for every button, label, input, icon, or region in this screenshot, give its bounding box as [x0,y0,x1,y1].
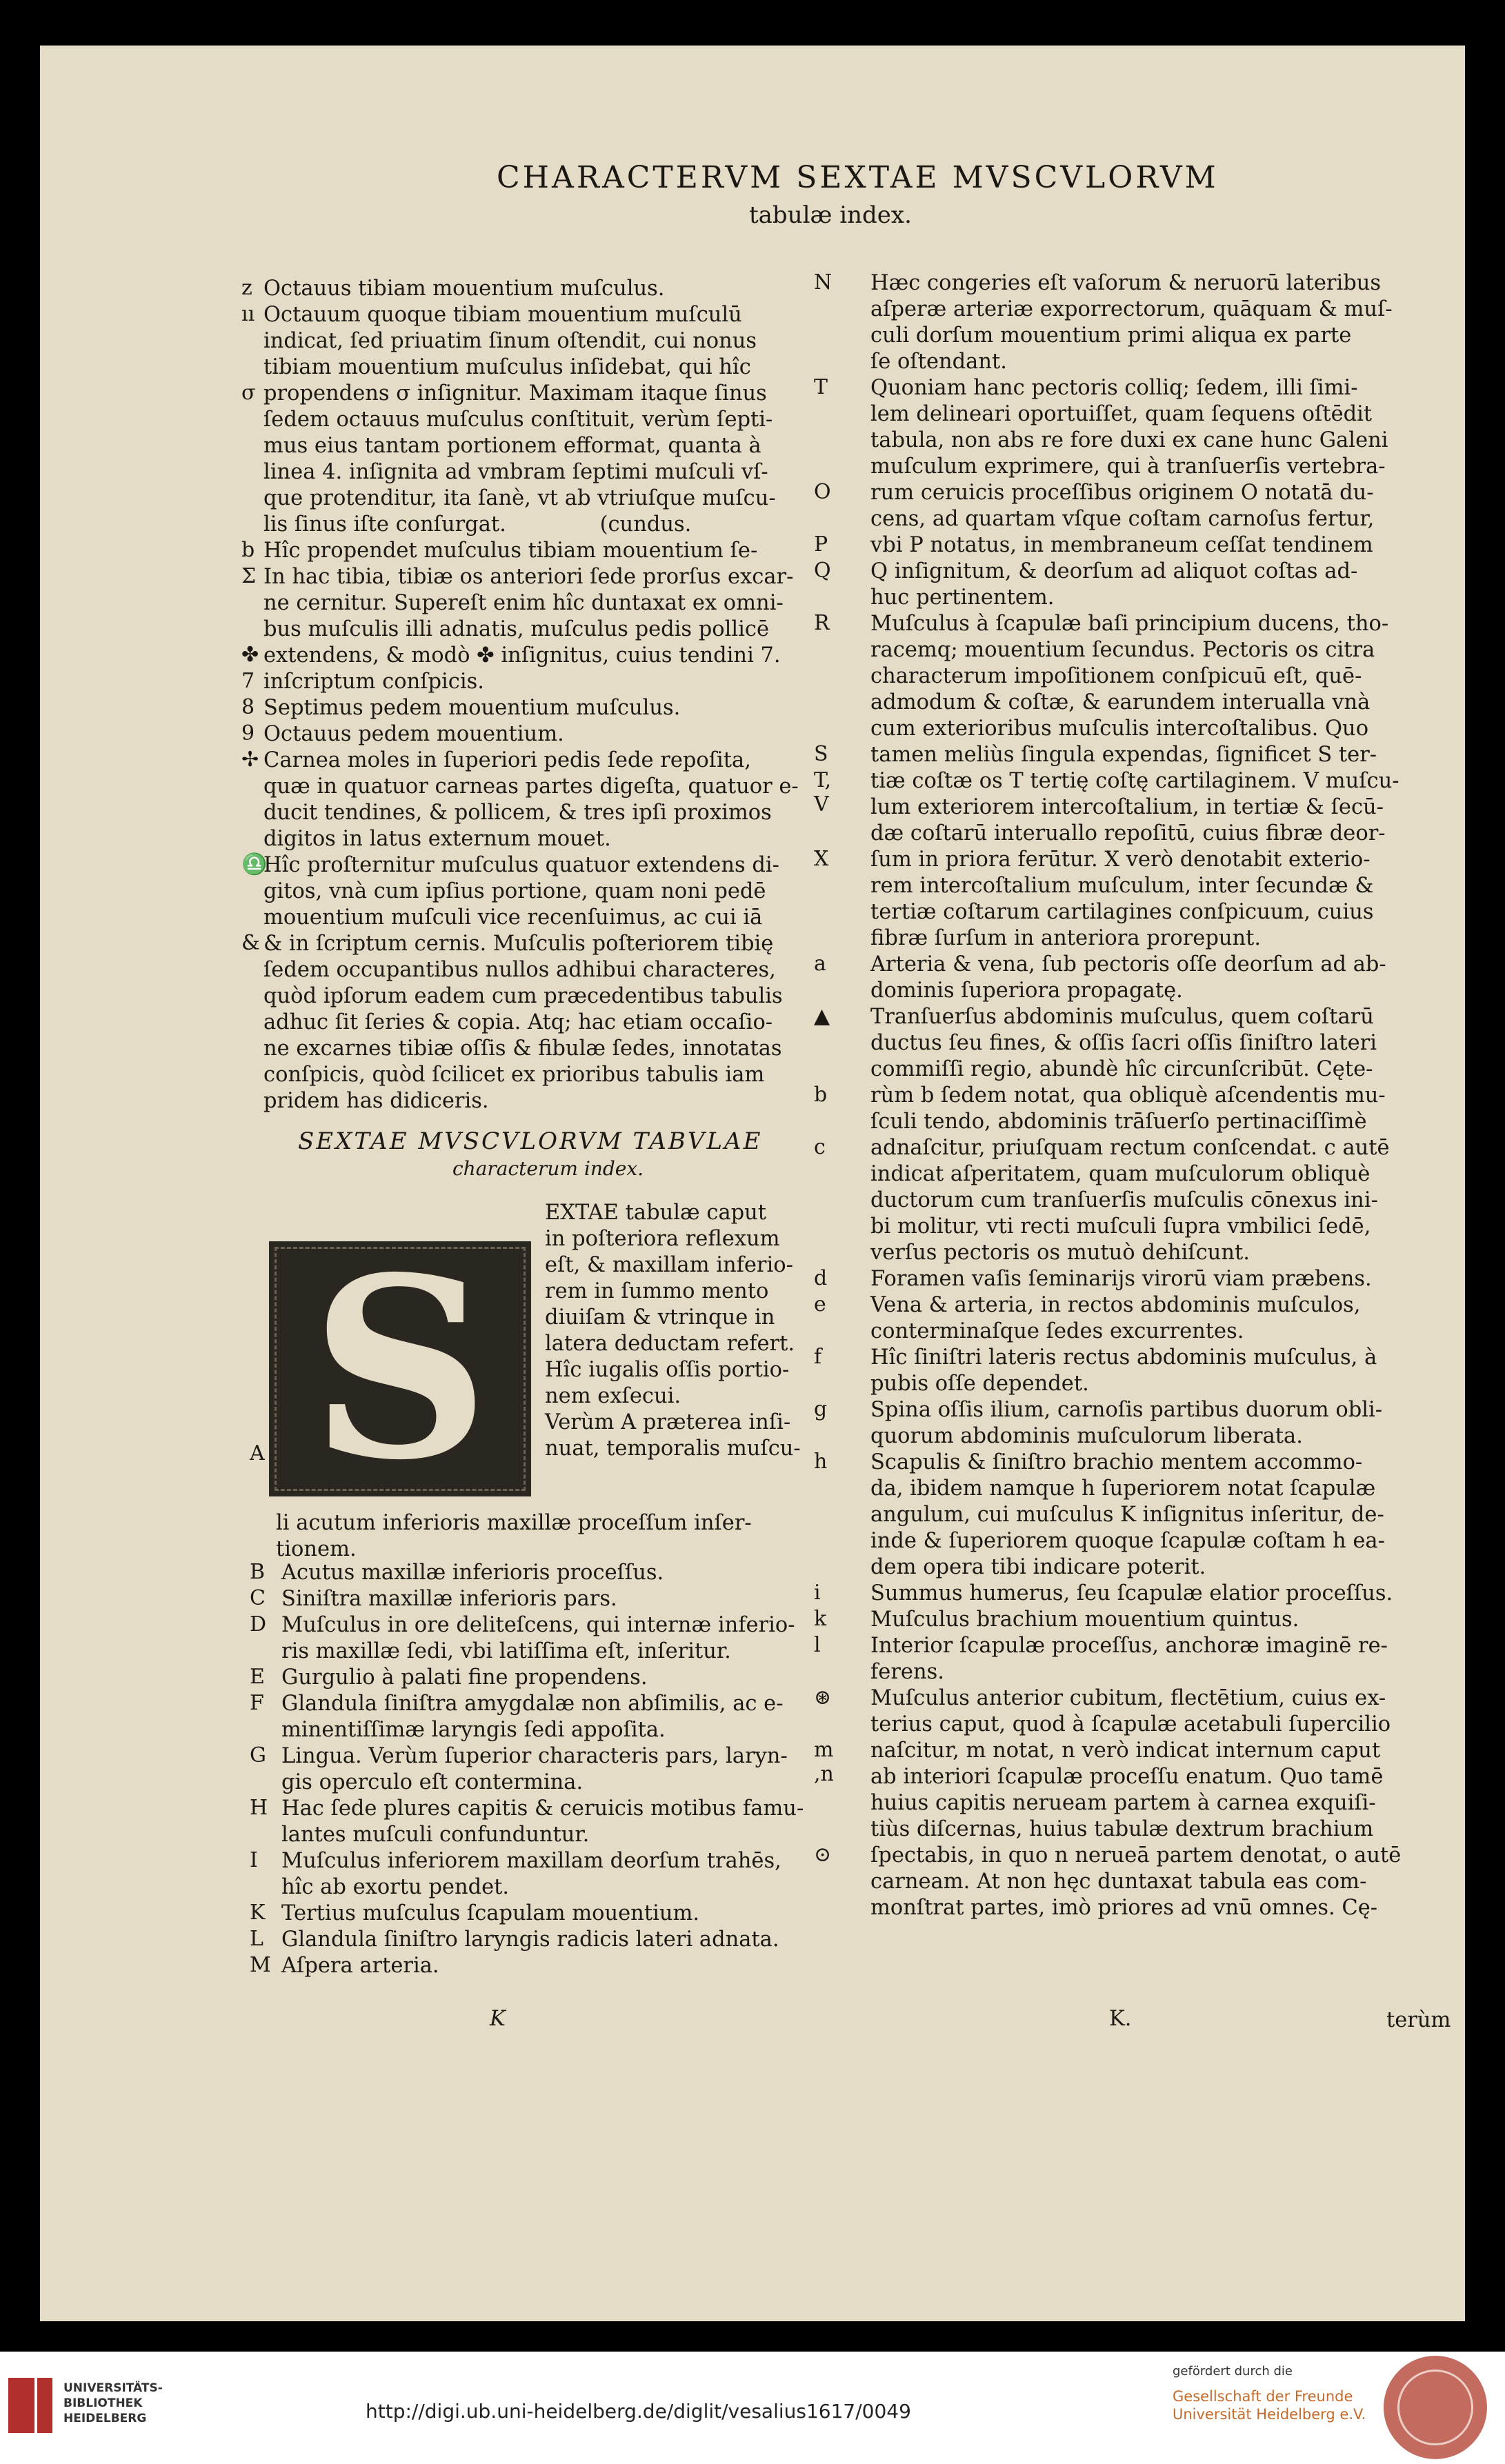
entry-marker: E [250,1665,265,1689]
entry-line: inde & ſuperiorem quoque ſcapulæ coſtam h ea- [870,1529,1385,1553]
entry-line: Interior ſcapulæ proceſſus, anchoræ imaginē re- [870,1634,1388,1658]
entry-line: lum exteriorem intercoſtalium, in tertiæ & ſecū- [870,795,1384,819]
entry-line: verſus pectoris os mutuò dehiſcunt. [870,1241,1250,1265]
entry-line: tabula, non abs re fore duxi ex cane hunc Galeni [870,428,1388,452]
seal-ring [1397,2370,1473,2445]
entry-line: & in ſcriptum cernis. Muſculis poſteriorem tibię [263,932,774,956]
entry-line: ne cernitur. Supereſt enim hîc duntaxat ex omni- [263,591,784,615]
entry-marker: e [814,1292,826,1316]
entry-line: pubis oſſe dependet. [870,1372,1089,1396]
entry-marker: c [814,1135,826,1159]
entry-marker: A [250,1441,265,1465]
entry-marker: H [250,1796,268,1820]
decorated-initial [269,1223,531,1514]
entry-line: dem opera tibi indicare poterit. [870,1555,1206,1579]
entry-marker: F [250,1691,264,1715]
page-title: CHARACTERVM SEXTAE MVSCVLORVM [497,160,1219,195]
initial-paragraph-line: in poſteriora reflexum [545,1227,780,1251]
entry-line: propendens σ inſignitur. Maximam itaque ſinus [263,381,767,405]
entry-line: Glandula ſiniſtro laryngis radicis lateri adnata. [281,1927,779,1952]
entry-line: Summus humerus, ſeu ſcapulæ elatior proceſſus. [870,1581,1393,1605]
entry-line: mus eius tantam portionem efformat, quanta à [263,434,761,458]
entry-line: tiùs diſcernas, huius tabulæ dextrum brachium [870,1817,1374,1841]
entry-line: ſculi tendo, abdominis trāſuerſo pertinaciſſimè [870,1110,1367,1134]
entry-marker: I [250,1848,258,1872]
initial-paragraph-line: EXTAE tabulæ caput [545,1201,767,1225]
entry-line: cens, ad quartam vſque coſtam carnoſus fertur, [870,507,1375,531]
entry-marker: & [241,931,260,955]
entry-marker: ıı [241,302,255,326]
entry-marker: a [814,952,826,976]
entry-marker: G [250,1743,266,1767]
entry-line: Hæc congeries eſt vaſorum & neruorū lateribus [870,271,1382,295]
entry-line: monſtrat partes, imò priores ad vnū omnes. Cę- [870,1896,1378,1920]
entry-marker: R [814,611,830,635]
entry-line: dæ coſtarū interuallo repoſitū, cuius fibræ deor- [870,821,1386,845]
entry-marker: z [241,276,252,300]
entry-line: quæ in quatuor carneas partes digeſta, quatuor e- [263,774,799,799]
permalink-url[interactable]: http://digi.ub.uni-heidelberg.de/diglit/vesalius1617/0049 [366,2400,911,2423]
entry-marker: T [814,375,828,399]
entry-marker: g [814,1397,828,1421]
entry-marker: ✤ [241,643,259,667]
entry-line: Glandula ſiniſtra amygdalæ non abſimilis, ac e- [281,1692,784,1716]
entry-line: Foramen vaſis ſeminarijs virorū viam præbens. [870,1267,1372,1291]
entry-line: rem intercoſtalium muſculum, inter ſecundæ & [870,874,1374,898]
entry-line: pridem has didiceris. [263,1089,489,1113]
entry-line: conterminaſque ſedes excurrentes. [870,1319,1244,1343]
entry-line: Muſculus inferiorem maxillam deorſum trahēs, [281,1849,781,1873]
entry-line: lis ſinus iſte conſurgat. (cundus. [263,512,692,537]
entry-line: Octauum quoque tibiam mouentium muſculū [263,303,742,327]
entry-line: Muſculus anterior cubitum, flectētium, cuius ex- [870,1686,1386,1710]
entry-line: racemq; mouentium ſecundus. Pectoris os citra [870,638,1375,662]
entry-marker: L [250,1927,263,1951]
entry-line: mouentium muſculi vice recenſuimus, ac cui iā [263,905,763,930]
initial-paragraph-line: li acutum inferioris maxillæ proceſſum inſer- [276,1511,752,1535]
entry-marker: i [814,1581,821,1605]
entry-line: Tertius muſculus ſcapulam mouentium. [281,1901,700,1925]
entry-line: extendens, & modò ✤ inſignitus, cuius tendini 7. [263,643,781,668]
entry-line: Hîc proſternitur muſculus quatuor extendens di- [263,853,779,877]
entry-line: adhuc ſit ſeries & copia. Atq; hac etiam occaſio- [263,1010,773,1034]
entry-marker: ✢ [241,748,259,772]
entry-line: characterum impoſitionem conſpicuū eſt, quē- [870,664,1362,688]
catchword-terum: terùm [1386,2008,1451,2032]
entry-line: carneam. At non hęc duntaxat tabula eas com- [870,1870,1367,1894]
library-name: UNIVERSITÄTS- BIBLIOTHEK HEIDELBERG [63,2381,163,2425]
entry-marker: S [814,742,828,766]
entry-line: Muſculus à ſcapulæ baſi principium ducens, tho- [870,612,1389,636]
entry-line: ne excarnes tibiæ oſſis & fibulæ ſedes, innotatas [263,1036,782,1061]
entry-line: Hîc ſiniſtri lateris rectus abdominis muſculus, à [870,1345,1377,1370]
section-subheading: characterum index. [452,1157,644,1180]
entry-line: ſedem occupantibus nullos adhibui characteres, [263,958,776,982]
entry-line: huc pertinentem. [870,585,1055,610]
entry-line: lem delineari oportuiſſet, quam ſequens oſtēdit [870,402,1373,426]
entry-line: lantes muſculi confunduntur. [281,1823,590,1847]
entry-line: inſcriptum conſpicis. [263,670,484,694]
entry-marker: b [814,1083,828,1107]
initial-paragraph-line: Verùm A præterea inſi- [545,1410,791,1434]
entry-marker: T, V [814,768,832,817]
entry-marker: m ,n [814,1738,834,1786]
initial-paragraph-line: diuiſam & vtrinque in [545,1305,775,1330]
page-subtitle: tabulæ index. [749,201,912,229]
entry-line: Muſculus brachium mouentium quintus. [870,1607,1299,1632]
entry-marker: D [250,1612,267,1636]
entry-marker: B [250,1560,266,1584]
sponsor-label: gefördert durch die [1173,2364,1293,2378]
entry-line: ductus ſeu fines, & oſſis ſacri oſſis ſiniſtro lateri [870,1031,1377,1055]
entry-line: cum exterioribus muſculis intercoſtalibus. Quo [870,717,1369,741]
entry-line: Gurgulio à palati fine propendens. [281,1665,648,1690]
initial-paragraph-line: tionem. [276,1537,357,1561]
entry-marker: 8 [241,695,255,719]
entry-marker: d [814,1266,828,1290]
entry-line: digitos in latus externum mouet. [263,827,611,851]
entry-line: que protenditur, ita ſanè, vt ab vtriuſque muſcu- [263,486,776,510]
entry-line: indicat aſperitatem, quam muſculorum obliquè [870,1162,1371,1186]
entry-line: da, ibidem namque h ſuperiorem notat ſcapulæ [870,1476,1376,1501]
entry-line: ſedem octauus muſculus conſtituit, verùm ſepti- [263,408,773,432]
entry-line: ſpectabis, in quo n nerueā partem denotat, o autē [870,1843,1402,1867]
initial-paragraph-line: nem exſecui. [545,1384,681,1408]
entry-line: angulum, cui muſculus K inſignitus inſeritur, de- [870,1503,1384,1527]
entry-line: linea 4. inſignita ad vmbram ſeptimi muſculi vſ- [263,460,768,484]
section-heading: SEXTAE MVSCVLORVM TABVLAE [298,1128,763,1155]
entry-marker: h [814,1450,828,1474]
entry-line: naſcitur, m notat, n verò indicat internum caput [870,1739,1381,1763]
entry-marker: P [814,532,828,557]
entry-line: Lingua. Verùm ſuperior characteris pars, laryn- [281,1744,788,1768]
initial-paragraph-line: nuat, temporalis muſcu- [545,1436,801,1461]
entry-marker: N [814,270,833,294]
catchword-left: K [490,2007,506,2031]
entry-marker: σ [241,381,256,405]
entry-marker: ⊙ [814,1843,832,1867]
entry-marker: M [250,1953,271,1977]
library-logo-icon [8,2378,34,2433]
entry-marker: K [250,1901,266,1925]
entry-line: commiſſi regio, abundè hîc circunſcribūt. Cęte- [870,1057,1373,1081]
entry-line: minentiſſimæ laryngis ſedi appoſita. [281,1718,666,1742]
entry-line: ris maxillæ ſedi, vbi latiſſima eſt, inſeritur. [281,1639,731,1663]
entry-line: In hac tibia, tibiæ os anteriori ſede prorſus excar- [263,565,794,589]
entry-marker: 7 [241,669,255,693]
initial-paragraph-line: latera deductam refert. [545,1332,795,1356]
entry-marker: l [814,1633,821,1657]
entry-line: huius capitis nerueam partem à carnea exquiſi- [870,1791,1376,1815]
entry-line: fibræ ſurſum in anteriora prorepunt. [870,926,1262,950]
entry-line: ab interiori ſcapulæ proceſſu enatum. Quo tamē [870,1765,1384,1789]
entry-marker: 9 [241,721,255,745]
entry-line: Hac ſede plures capitis & ceruicis motibus famu- [281,1796,804,1821]
entry-line: muſculum exprimere, qui à tranſuerſis vertebra- [870,454,1386,479]
entry-line: Siniſtra maxillæ inferioris pars. [281,1587,617,1611]
entry-line: Spina oſſis ilium, carnoſis partibus duorum obli- [870,1398,1383,1422]
initial-paragraph-line: Hîc iugalis oſſis portio- [545,1358,790,1382]
entry-marker: ⊛ [814,1685,832,1710]
entry-line: Muſculus in ore deliteſcens, qui internæ inferio- [281,1613,795,1637]
entry-line: vbi P notatus, in membraneum ceſſat tendinem [870,533,1373,557]
entry-line: culi dorſum mouentium primi aliqua ex parte [870,323,1352,348]
initial-paragraph-line: eſt, & maxillam inferio- [545,1253,793,1277]
entry-marker: ▲ [814,1004,830,1028]
entry-line: terius caput, quod à ſcapulæ acetabuli ſupercilio [870,1712,1391,1736]
entry-line: adnaſcitur, priuſquam rectum conſcendat. c autē [870,1136,1390,1160]
entry-line: Carnea moles in ſuperiori pedis ſede repoſita, [263,748,751,772]
entry-marker: k [814,1607,827,1631]
entry-line: Arteria & vena, ſub pectoris oſſe deorſum ad ab- [870,952,1386,976]
entry-marker: C [250,1586,266,1610]
entry-marker: X [814,847,829,871]
entry-line: Scapulis & ſiniſtro brachio mentem accommo- [870,1450,1363,1474]
entry-line: Septimus pedem mouentium muſculus. [263,696,681,720]
entry-marker: b [241,538,255,562]
library-logo-icon-part [37,2378,52,2433]
entry-line: tamen meliùs ſingula expendas, ſignificet S ter- [870,743,1377,767]
entry-line: Acutus maxillæ inferioris proceſſus. [281,1561,664,1585]
entry-marker: f [814,1345,822,1369]
entry-line: gis operculo eſt contermina. [281,1770,584,1794]
entry-line: bus muſculis illi adnatis, muſculus pedis pollicē [263,617,770,641]
entry-line: rùm b ſedem notat, qua obliquè aſcendentis mu- [870,1083,1386,1108]
catchword-right: K. [1109,2007,1132,2031]
entry-line: ferens. [870,1660,944,1684]
initial-letter: S [310,1223,490,1514]
entry-marker: Σ [241,564,257,588]
sponsor-name[interactable]: Gesellschaft der Freunde Universität Heidelberg e.V. [1173,2388,1366,2423]
entry-line: Octauus pedem mouentium. [263,722,564,746]
entry-line: Q inſignitum, & deorſum ad aliquot coſtas ad- [870,559,1358,583]
entry-line: aſperæ arteriæ exporrectorum, quāquam & muſ- [870,297,1393,321]
entry-line: Tranſuerſus abdominis muſculus, quem coſtarū [870,1005,1374,1029]
initial-paragraph-line: rem in ſummo mento [545,1279,769,1303]
entry-line: hîc ab exortu pendet. [281,1875,510,1899]
entry-line: admodum & coſtæ, & earundem interualla vnà [870,690,1371,714]
entry-marker: Q [814,559,831,583]
entry-line: Vena & arteria, in rectos abdominis muſculos, [870,1293,1361,1317]
entry-line: Hîc propendet muſculus tibiam mouentium ſe- [263,539,758,563]
entry-line: bi molitur, vti recti muſculi ſupra vmbilici ſedē, [870,1214,1371,1239]
entry-line: Octauus tibiam mouentium muſculus. [263,277,665,301]
entry-line: Aſpera arteria. [281,1954,439,1978]
entry-line: ſum in priora ferūtur. X verò denotabit exterio- [870,848,1371,872]
entry-line: ſe oſtendant. [870,350,1007,374]
entry-line: tertiæ coſtarum cartilagines conſpicuum, cuius [870,900,1374,924]
entry-line: dominis ſuperiora propagatę. [870,979,1183,1003]
entry-line: ductorum cum tranſuerſis muſculis cōnexus ini- [870,1188,1378,1212]
entry-line: gitos, vnà cum ipſius portione, quam noni pedē [263,879,766,903]
entry-line: Quoniam hanc pectoris colliq; ſedem, illi ſimi- [870,376,1358,400]
entry-line: indicat, ſed priuatim ſinum oſtendit, cui nonus [263,329,757,353]
entry-line: quòd ipſorum eadem cum præcedentibus tabulis [263,984,783,1008]
entry-line: rum ceruicis proceſſibus originem O notatā du- [870,481,1374,505]
entry-line: quorum abdominis muſculorum liberata. [870,1424,1303,1448]
entry-line: conſpicis, quòd ſcilicet ex prioribus tabulis iam [263,1063,765,1087]
entry-marker: ♎ [241,852,268,877]
entry-line: ducit tendines, & pollicem, & tres ipſi proximos [263,801,772,825]
entry-marker: O [814,480,831,504]
entry-line: tibiam mouentium muſculus inſidebat, qui hîc [263,355,751,379]
entry-line: tiæ coſtæ os T tertię coſtę cartilaginem. V muſcu- [870,769,1399,793]
